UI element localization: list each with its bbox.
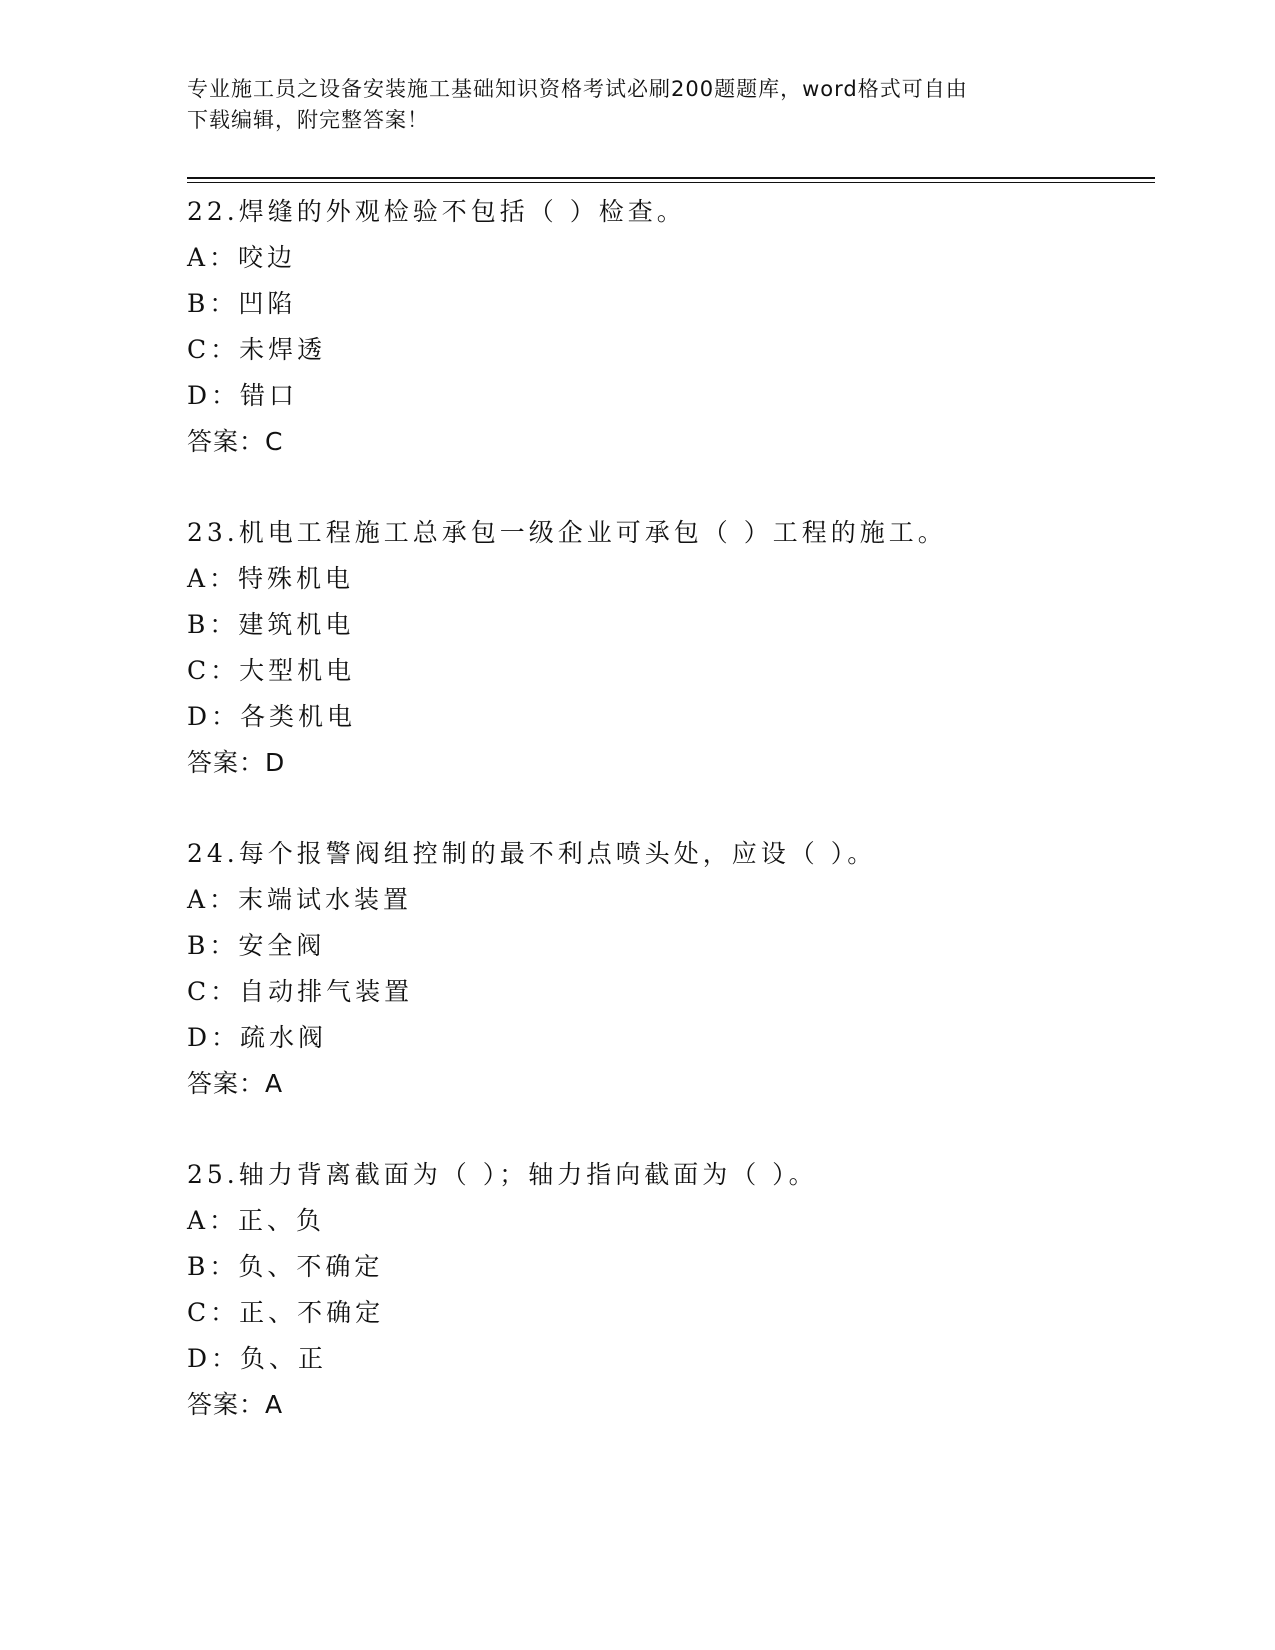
option-b: B：安全阀 <box>187 931 326 960</box>
header-divider-thick <box>187 177 1155 179</box>
option-d: D：错口 <box>187 381 299 410</box>
option-c: C：自动排气装置 <box>187 977 414 1006</box>
option-d: D：负、正 <box>187 1344 328 1373</box>
option-c: C：未焊透 <box>187 335 327 364</box>
answer-line: 答案：D <box>187 748 286 777</box>
question-stem: 22.焊缝的外观检验不包括（ ）检查。 <box>187 197 686 226</box>
option-c: C：大型机电 <box>187 656 356 685</box>
question-25 <box>187 1152 1155 1473</box>
option-a: A：正、负 <box>187 1206 326 1235</box>
header-line-1: 专业施工员之设备安装施工基础知识资格考试必刷200题题库，word格式可自由 <box>187 77 968 101</box>
option-b: B：凹陷 <box>187 289 297 318</box>
document-header <box>187 74 1087 136</box>
option-b: B：负、不确定 <box>187 1252 384 1281</box>
option-a: A：末端试水装置 <box>187 885 413 914</box>
question-stem: 23.机电工程施工总承包一级企业可承包（ ）工程的施工。 <box>187 518 947 547</box>
question-list <box>187 189 1155 1473</box>
option-c: C：正、不确定 <box>187 1298 385 1327</box>
answer-line: 答案：C <box>187 427 284 456</box>
answer-line: 答案：A <box>187 1069 284 1098</box>
question-24 <box>187 831 1155 1152</box>
option-d: D：各类机电 <box>187 702 357 731</box>
question-stem: 25.轴力背离截面为（ ）；轴力指向截面为（ ）。 <box>187 1160 818 1189</box>
question-stem: 24.每个报警阀组控制的最不利点喷头处，应设（ ）。 <box>187 839 877 868</box>
option-d: D：疏水阀 <box>187 1023 328 1052</box>
answer-line: 答案：A <box>187 1390 284 1419</box>
option-a: A：咬边 <box>187 243 297 272</box>
question-22 <box>187 189 1155 510</box>
header-line-2: 下载编辑，附完整答案！ <box>187 108 429 132</box>
header-divider-thin <box>187 182 1155 183</box>
option-a: A：特殊机电 <box>187 564 355 593</box>
option-b: B：建筑机电 <box>187 610 355 639</box>
question-23 <box>187 510 1155 831</box>
